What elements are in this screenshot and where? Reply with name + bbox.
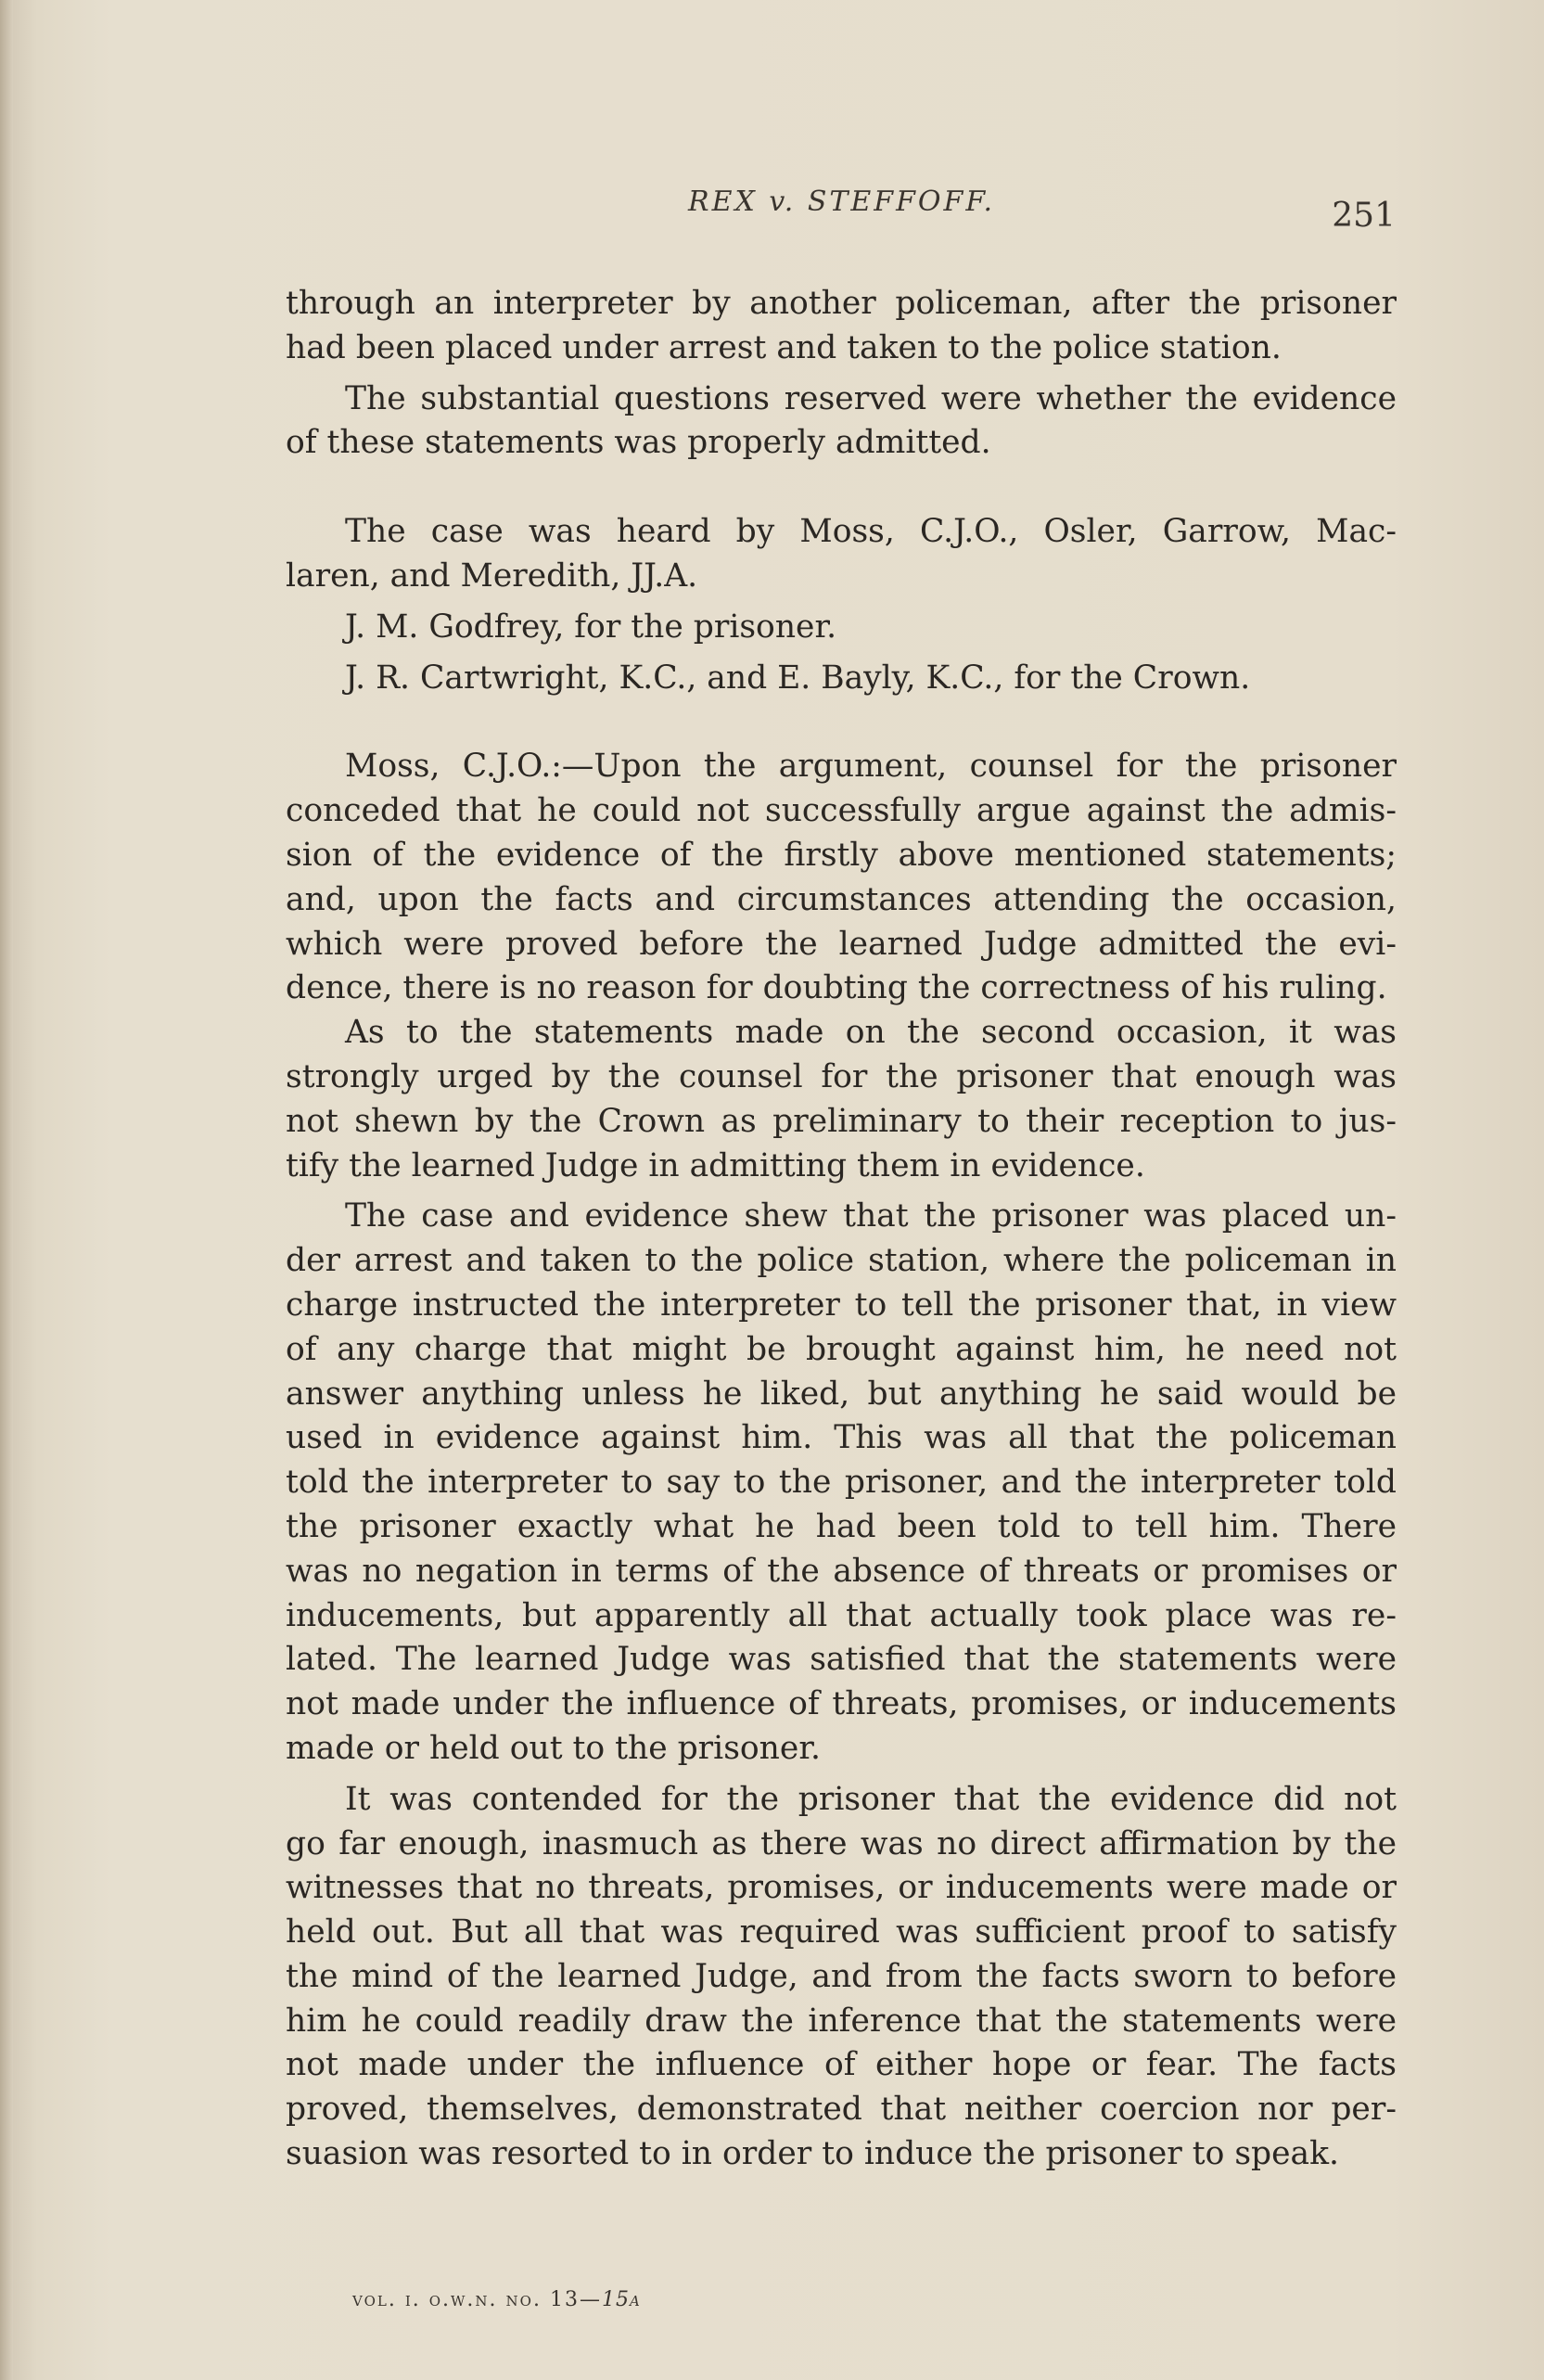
text-line: strongly urged by the counsel for the prisoner that enough was [286, 1057, 1397, 1095]
text-line: not made under the influence of either hope or fear. The facts [286, 2046, 1397, 2084]
text-line: proved, themselves, demonstrated that neither coercion nor per- [286, 2091, 1397, 2129]
running-title: REX v. STEFFOFF. [687, 186, 996, 218]
text-line: him he could readily draw the inference that the statements were [286, 2002, 1397, 2040]
text-line: and, upon the facts and circumstances attending the occasion, [286, 880, 1397, 918]
text-line: suasion was resorted to in order to induce the prisoner to speak. [286, 2135, 1339, 2173]
text-line: used in evidence against him. This was all that the policeman [286, 1419, 1397, 1457]
paragraph-counsel-prisoner [286, 606, 1397, 650]
paragraph-bench [286, 510, 1397, 599]
text-line: dence, there is no reason for doubting the correctness of his ruling. [286, 969, 1387, 1007]
text-line: The case was heard by Moss, C.J.O., Osler, Garrow, Mac- [345, 513, 1397, 551]
text-line: As to the statements made on the second occasion, it was [345, 1014, 1397, 1052]
text-line: made or held out to the prisoner. [286, 1729, 821, 1767]
text-line: der arrest and taken to the police station, where the policeman in [286, 1242, 1397, 1280]
text-line: of these statements was properly admitted. [286, 424, 991, 462]
text-line: the mind of the learned Judge, and from the facts sworn to before [286, 1957, 1397, 1995]
text-line: had been placed under arrest and taken to the police station. [286, 328, 1282, 366]
book-spine-shadow [0, 0, 13, 2380]
paragraph-questions [286, 377, 1397, 467]
body-text [286, 282, 1397, 2177]
text-line: tify the learned Judge in admitting them in evidence. [286, 1146, 1145, 1184]
text-line: which were proved before the learned Judge admitted the evi- [286, 925, 1397, 963]
paragraph-counsel-crown [286, 657, 1397, 701]
paragraph-continuation [286, 282, 1397, 371]
text-line: held out. But all that was required was sufficient proof to satisfy [286, 1913, 1397, 1951]
text-line: not made under the influence of threats, promises, or inducements [286, 1685, 1397, 1723]
text-line: the prisoner exactly what he had been told to tell him. There [286, 1507, 1397, 1545]
text-line: through an interpreter by another policeman, after the prisoner [286, 285, 1397, 322]
text-line: told the interpreter to say to the prisoner, and the interpreter told [286, 1464, 1397, 1502]
text-line: laren, and Meredith, JJ.A. [286, 557, 698, 595]
text-line: answer anything unless he liked, but anything he said would be [286, 1375, 1397, 1413]
text-line: charge instructed the interpreter to tell the prisoner that, in view [286, 1286, 1397, 1324]
text-line: J. M. Godfrey, for the prisoner. [345, 608, 837, 646]
text-line: inducements, but apparently all that actually took place was re- [286, 1596, 1397, 1634]
text-line: go far enough, inasmuch as there was no direct affirmation by the [286, 1824, 1397, 1862]
paragraph-case-evidence [286, 1195, 1397, 1771]
text-line: conceded that he could not successfully argue against the admis- [286, 792, 1397, 830]
paragraph-judgment-opening [286, 745, 1397, 1011]
text-line: Moss, C.J.O.:—Upon the argument, counsel for the prisoner [345, 748, 1397, 786]
signature-text: vol. i. o.w.n. no. 13— [352, 2288, 602, 2311]
text-line: The case and evidence shew that the prisoner was placed un- [345, 1197, 1397, 1235]
page-number: 251 [1332, 197, 1396, 235]
running-head [287, 186, 1396, 241]
text-line: of any charge that might be brought against him, he need not [286, 1330, 1397, 1368]
text-line: The substantial questions reserved were whether the evidence [345, 379, 1397, 417]
text-line: J. R. Cartwright, K.C., and E. Bayly, K.C., for the Crown. [345, 659, 1251, 697]
paragraph-contention [286, 1778, 1397, 2177]
signature-mark [352, 2288, 641, 2311]
signature-number: 15a [601, 2288, 641, 2311]
text-line: witnesses that no threats, promises, or inducements were made or [286, 1869, 1397, 1907]
text-line: It was contended for the prisoner that the evidence did not [345, 1780, 1397, 1818]
paragraph-second-occasion [286, 1011, 1397, 1188]
text-line: lated. The learned Judge was satisfied that the statements were [286, 1641, 1397, 1679]
text-line: not shewn by the Crown as preliminary to their reception to jus- [286, 1102, 1397, 1140]
text-line: sion of the evidence of the firstly above mentioned statements; [286, 836, 1397, 874]
text-line: was no negation in terms of the absence of threats or promises or [286, 1552, 1397, 1590]
